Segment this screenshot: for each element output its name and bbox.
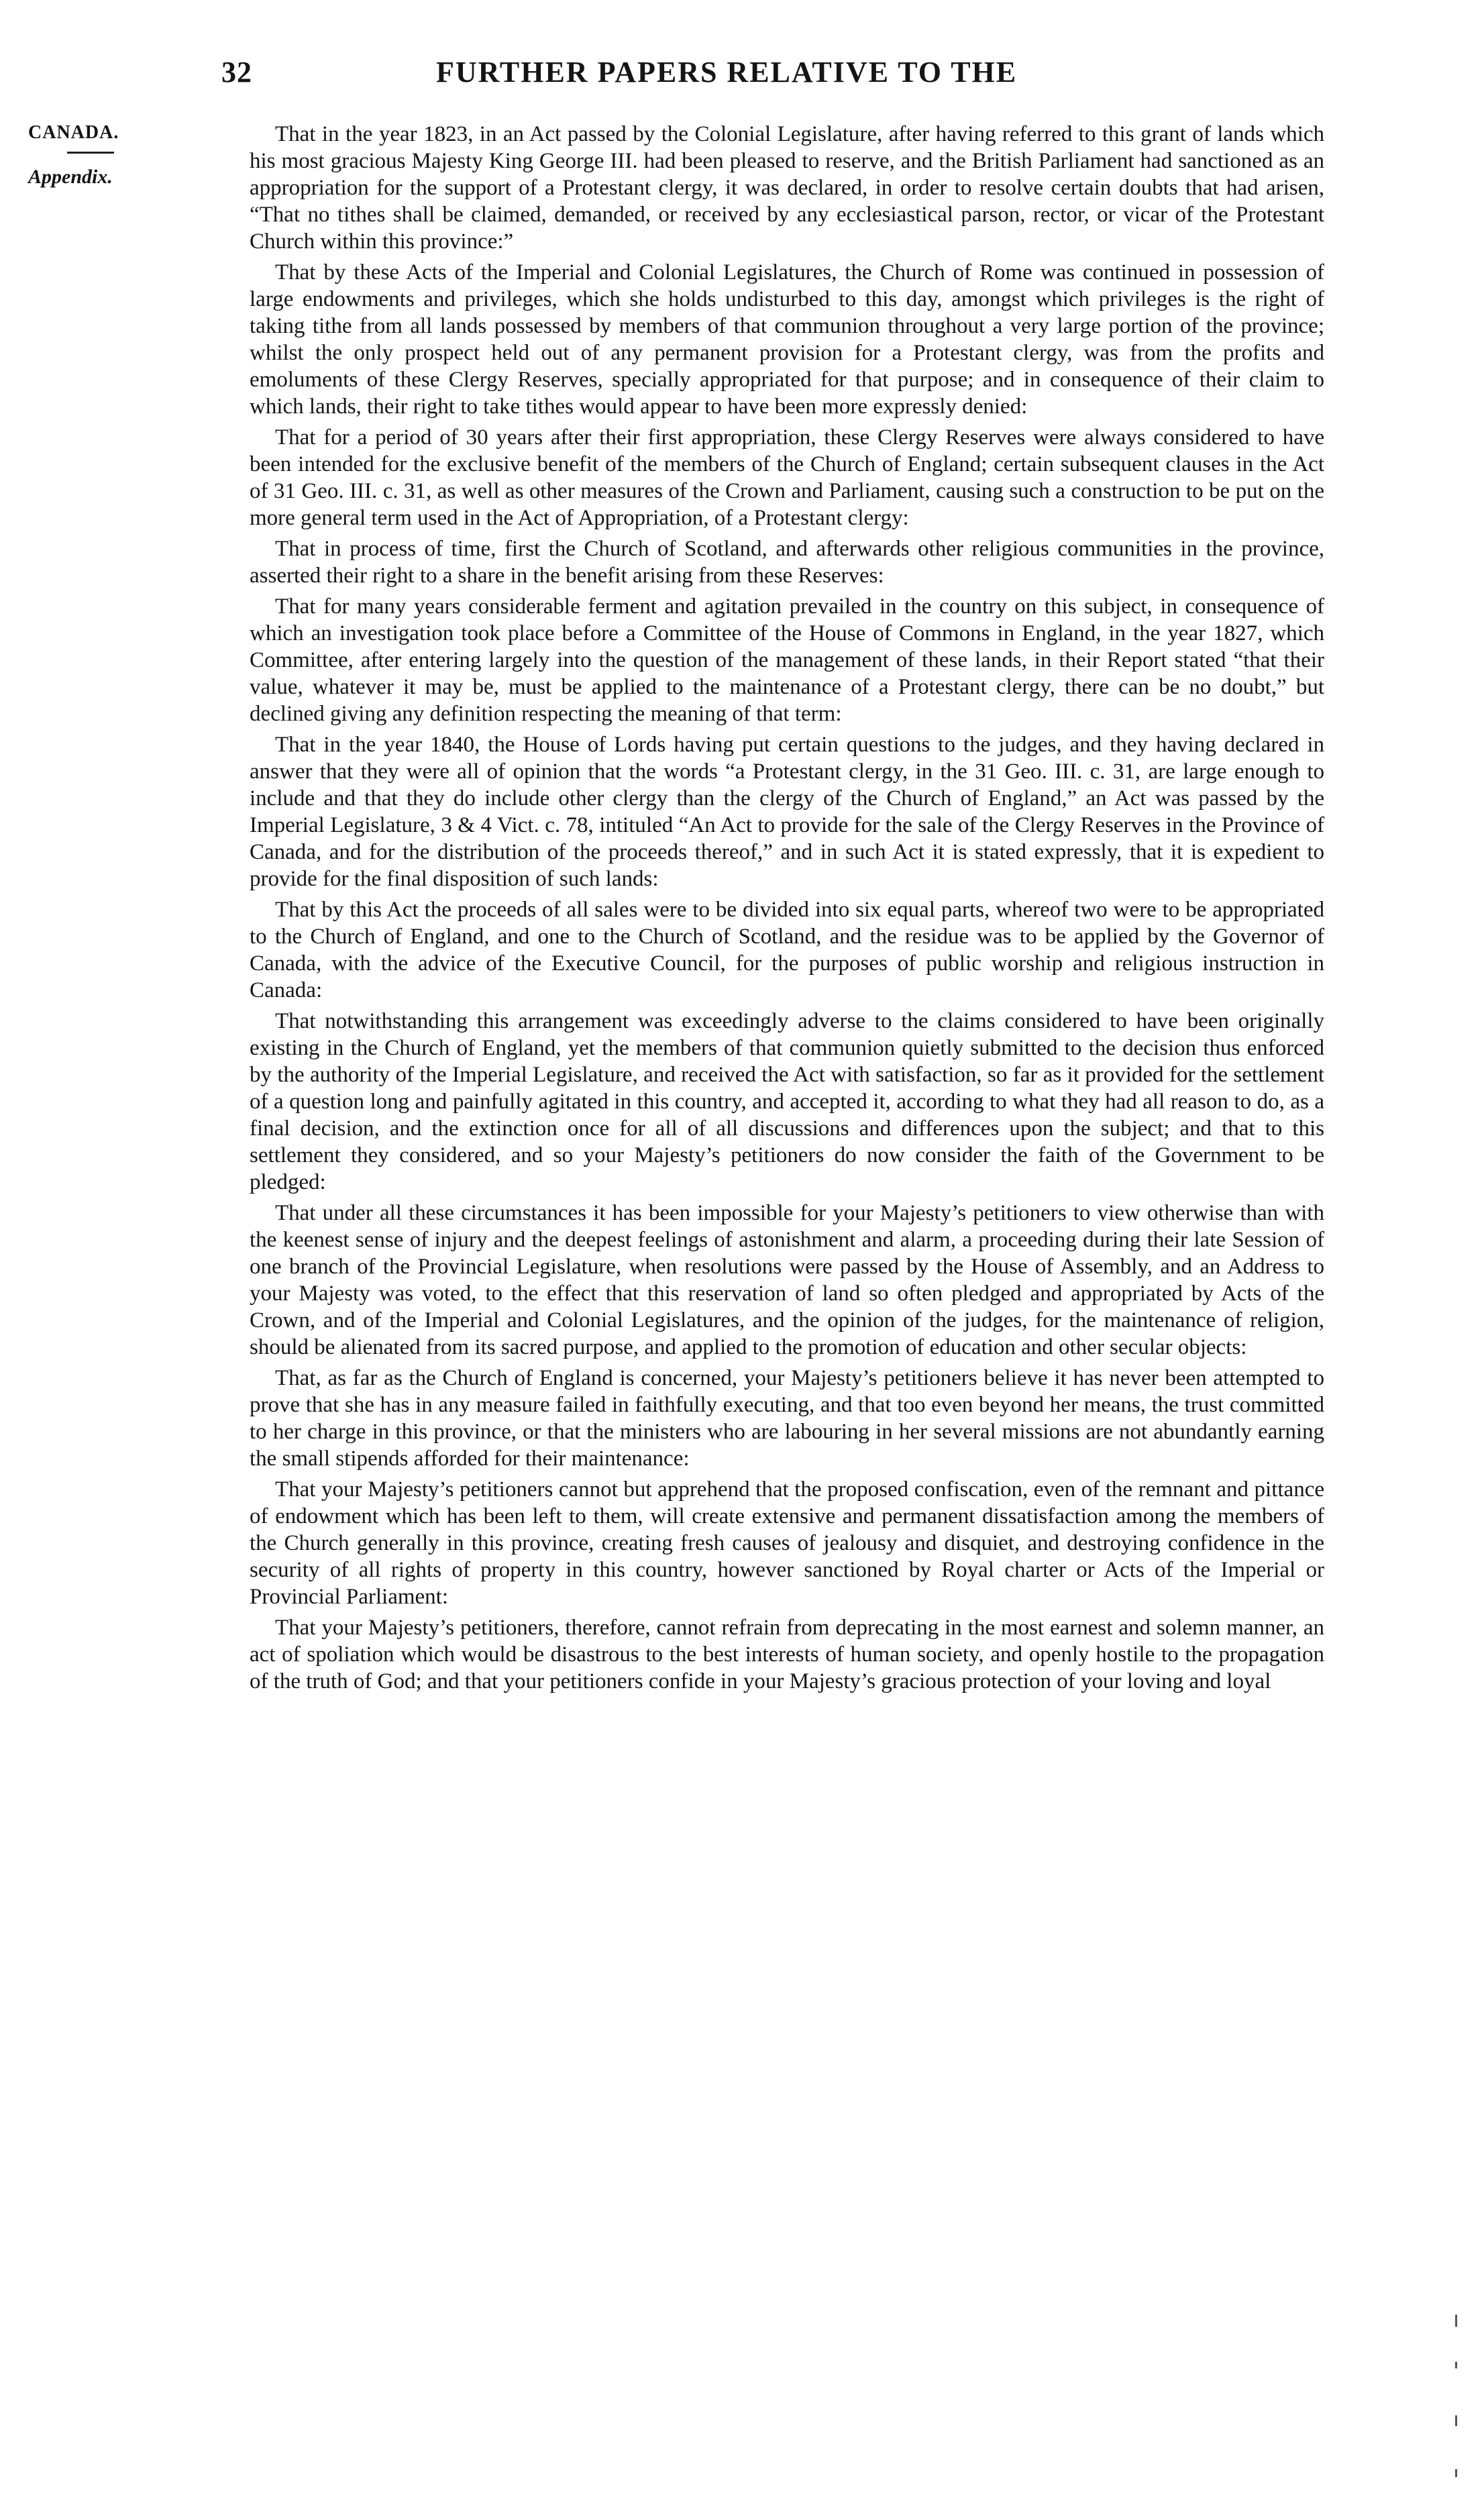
edge-mark [1455,2469,1457,2477]
edge-mark [1455,2315,1457,2327]
paragraph: That your Majesty’s petitioners cannot but apprehend that the proposed confiscation, even of the remnant and pittance of endowment which has been left to them, will create extensive and permanent dissatisfaction among the members of the Church generally in this province, creating fresh causes of jealousy and disquiet, and destroying confidence in the security of all rights of property in this country, however sanctioned by Royal charter or Acts of the Imperial or Provincial Parliament: [250,1477,1324,1609]
paragraph: That your Majesty’s petitioners, therefore, cannot refrain from deprecating in the most earnest and solemn manner, an act of spoliation which would be disastrous to the best interests of human society, and openly hostile to the propagation of the truth of God; and that your petitioners confide in your Majesty’s gracious protection of your loving and loyal [250,1616,1324,1693]
edge-mark [1455,2362,1457,2368]
margin-note-canada: CANADA. [28,122,119,143]
margin-notes [28,122,229,189]
paragraph: That in process of time, first the Church of Scotland, and afterwards other religious communities in the province, asserted their right to a share in the benefit arising from these Reserves: [250,537,1324,588]
paragraph: That by these Acts of the Imperial and Colonial Legislatures, the Church of Rome was continued in possession of large endowments and privileges, which she holds undisturbed to this day, amongst which privileges is the right of taking tithe from all lands possessed by members of that communion throughout a very large portion of the province; whilst the only prospect held out of any permanent provision for a Protestant clergy, was from the profits and emoluments of these Clergy Reserves, specially appropriated for that purpose; and in consequence of their claim to which lands, their right to take tithes would appear to have been more expressly denied: [250,260,1324,419]
body-text [250,121,1324,1699]
paragraph: That, as far as the Church of England is concerned, your Majesty’s petitioners believe it has never been attempted to prove that she has in any measure failed in faithfully executing, and that too even beyond her means, the trust committed to her charge in this province, or that the ministers who are labouring in her several missions are not abundantly earning the small stipends afforded for their maintenance: [250,1366,1324,1471]
paragraph: That notwithstanding this arrangement was exceedingly adverse to the claims considered to have been originally existing in the Church of England, yet the members of that communion quietly submitted to the decision thus enforced by the authority of the Imperial Legislature, and received the Act with satisfaction, so far as it provided for the settlement of a question long and painfully agitated in this country, and accepted it, according to what they had all reason to do, as a final decision, and the extinction once for all of all discussions and differences upon the subject; and that to this settlement they considered, and so your Majesty’s petitioners do now consider the faith of the Government to be pledged: [250,1009,1324,1194]
paragraph: That for many years considerable ferment and agitation prevailed in the country on this subject, in consequence of which an investigation took place before a Committee of the House of Commons in England, in the year 1827, which Committee, after entering largely into the question of the management of these lands, in their Report stated “that their value, whatever it may be, must be applied to the maintenance of a Protestant clergy, there can be no doubt,” but declined giving any definition respecting the meaning of that term: [250,594,1324,726]
page-header [221,55,1328,95]
margin-rule [67,152,114,154]
edge-mark [1455,2415,1457,2426]
paragraph: That in the year 1823, in an Act passed by the Colonial Legislature, after having referred to this grant of lands which his most gracious Majesty King George III. had been pleased to reserve, and the British Parliament had sanctioned as an appropriation for the support of a Protestant clergy, it was declared, in order to resolve certain doubts that had arisen, “That no tithes shall be claimed, demanded, or received by any ecclesiastical parson, rector, or vicar of the Protestant Church within this province:” [250,122,1324,254]
paragraph: That by this Act the proceeds of all sales were to be divided into six equal parts, whereof two were to be appropriated to the Church of England, and one to the Church of Scotland, and the residue was to be applied by the Governor of Canada, with the advice of the Executive Council, for the purposes of public worship and religious instruction in Canada: [250,898,1324,1002]
paragraph: That for a period of 30 years after their first appropriation, these Clergy Reserves were always considered to have been intended for the exclusive benefit of the members of the Church of England; certain subsequent clauses in the Act of 31 Geo. III. c. 31, as well as other measures of the Crown and Parliament, causing such a construction to be put on the more general term used in the Act of Appropriation, of a Protestant clergy: [250,425,1324,530]
running-title: FURTHER PAPERS RELATIVE TO THE [436,56,1018,89]
margin-note-appendix: Appendix. [28,166,113,188]
paragraph: That under all these circumstances it has been impossible for your Majesty’s petitioners to view otherwise than with the keenest sense of injury and the deepest feelings of astonishment and alarm, a proceeding during their late Session of one branch of the Provincial Legislature, when resolutions were passed by the House of Assembly, and an Address to your Majesty was voted, to the effect that this reservation of land so often pledged and appropriated by Acts of the Crown, and of the Imperial and Colonial Legislatures, and the opinion of the judges, for the maintenance of religion, should be alienated from its sacred purpose, and applied to the promotion of education and other secular objects: [250,1201,1324,1359]
page-number: 32 [221,56,252,89]
paragraph: That in the year 1840, the House of Lords having put certain questions to the judges, and they having declared in answer that they were all of opinion that the words “a Protestant clergy, in the 31 Geo. III. c. 31, are large enough to include and that they do include other clergy than the clergy of the Church of England,” an Act was passed by the Imperial Legislature, 3 & 4 Vict. c. 78, intituled “An Act to provide for the sale of the Clergy Reserves in the Province of Canada, and for the distribution of the proceeds thereof,” and in such Act it is stated expressly, that it is expedient to provide for the final disposition of such lands: [250,733,1324,891]
